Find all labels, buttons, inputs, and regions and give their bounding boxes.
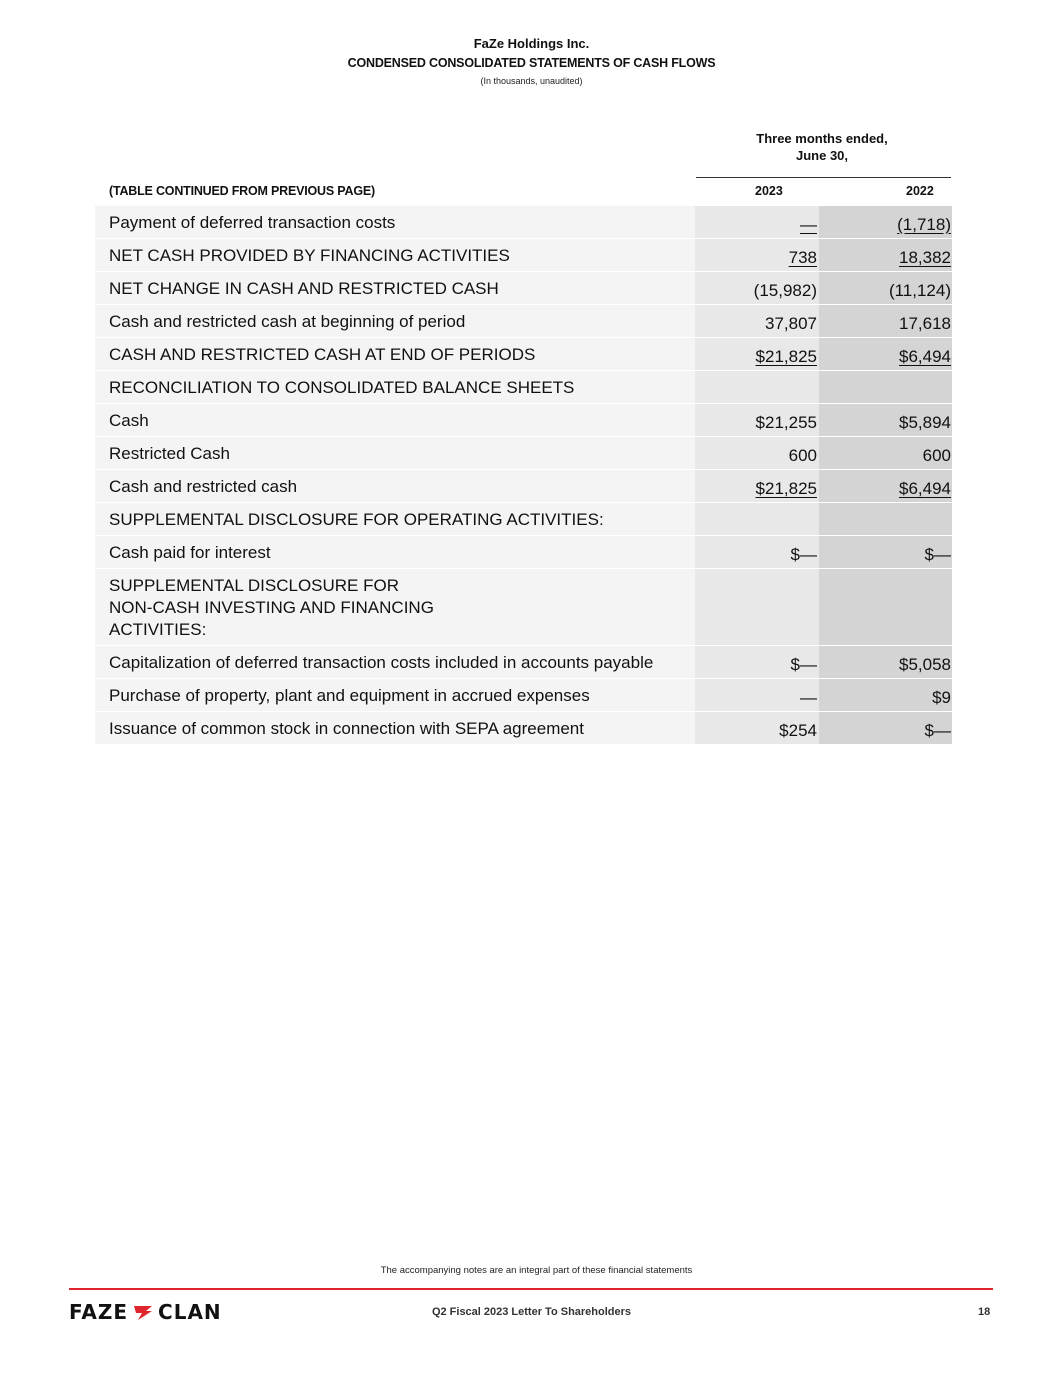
table-row [95,304,952,337]
table-row [95,403,952,436]
row-label: Restricted Cash [95,436,695,469]
footer-divider [69,1288,993,1290]
period-label-line1: Three months ended, [756,131,888,146]
value-2022: $9 [932,688,951,707]
period-header [722,130,922,164]
table-row [95,678,952,711]
column-header-2023: 2023 [755,184,783,198]
footer-title: Q2 Fiscal 2023 Letter To Shareholders [431,1306,632,1318]
value-2022: $5,058 [899,655,951,674]
table-row [95,206,952,238]
table-row [95,568,952,645]
continued-label: (TABLE CONTINUED FROM PREVIOUS PAGE) [109,184,375,198]
value-2023: $— [790,655,817,674]
value-2023: 738 [788,248,817,267]
cash-flow-table [95,206,952,744]
value-2023: — [800,688,817,707]
row-label: SUPPLEMENTAL DISCLOSURE FOR NON-CASH INVESTING AND FINANCING ACTIVITIES: [95,568,695,645]
statement-title: CONDENSED CONSOLIDATED STATEMENTS OF CASH FLOWS [347,56,716,70]
row-label: CASH AND RESTRICTED CASH AT END OF PERIODS [95,337,695,370]
table-row [95,535,952,568]
value-2022: 17,618 [899,314,951,333]
row-label: Cash [95,403,695,436]
page-number: 18 [978,1306,991,1318]
value-2022: (11,124) [888,281,951,300]
row-label: Cash and restricted cash at beginning of period [95,304,695,337]
row-label: NET CHANGE IN CASH AND RESTRICTED CASH [95,271,695,304]
table-row [95,469,952,502]
value-2023: 37,807 [765,314,817,333]
value-2022: 18,382 [899,248,951,267]
row-label: RECONCILIATION TO CONSOLIDATED BALANCE SHEETS [95,370,695,403]
value-2022: (1,718) [897,215,951,234]
value-2022: $— [924,545,951,564]
row-label: Payment of deferred transaction costs [95,206,695,238]
table-row [95,436,952,469]
value-2023: $21,825 [755,479,817,498]
footnote: The accompanying notes are an integral part of these financial statements [380,1265,693,1276]
row-label: Purchase of property, plant and equipment in accrued expenses [95,678,695,711]
value-2022: $5,894 [899,413,951,432]
value-2023: $254 [779,721,817,740]
table-row [95,271,952,304]
statement-subtitle: (In thousands, unaudited) [480,76,583,86]
table-row [95,502,952,535]
logo-text-left: FAZE [69,1300,129,1324]
value-2023: $21,825 [755,347,817,366]
row-label: Issuance of common stock in connection with SEPA agreement [95,711,695,744]
value-2022: 600 [922,446,951,465]
value-2023: (15,982) [753,281,817,300]
table-row [95,238,952,271]
period-label-line2: June 30, [795,148,849,163]
company-name: FaZe Holdings Inc. [473,36,590,51]
value-2022: $— [924,721,951,740]
table-row [95,370,952,403]
value-2022: $6,494 [899,347,951,366]
value-2022: $6,494 [899,479,951,498]
row-label: Cash and restricted cash [95,469,695,502]
table-row [95,711,952,744]
table-row [95,645,952,678]
row-label: Cash paid for interest [95,535,695,568]
value-2023: — [800,215,817,234]
period-divider [696,177,951,178]
column-header-2022: 2022 [906,184,934,198]
logo-text-right: CLAN [158,1300,222,1324]
value-2023: $21,255 [755,413,817,432]
row-label: SUPPLEMENTAL DISCLOSURE FOR OPERATING ACTIVITIES: [95,502,695,535]
value-2023: 600 [788,446,817,465]
table-row [95,337,952,370]
row-label: Capitalization of deferred transaction costs included in accounts payable [95,645,695,678]
value-2023: $— [790,545,817,564]
row-label: NET CASH PROVIDED BY FINANCING ACTIVITIES [95,238,695,271]
